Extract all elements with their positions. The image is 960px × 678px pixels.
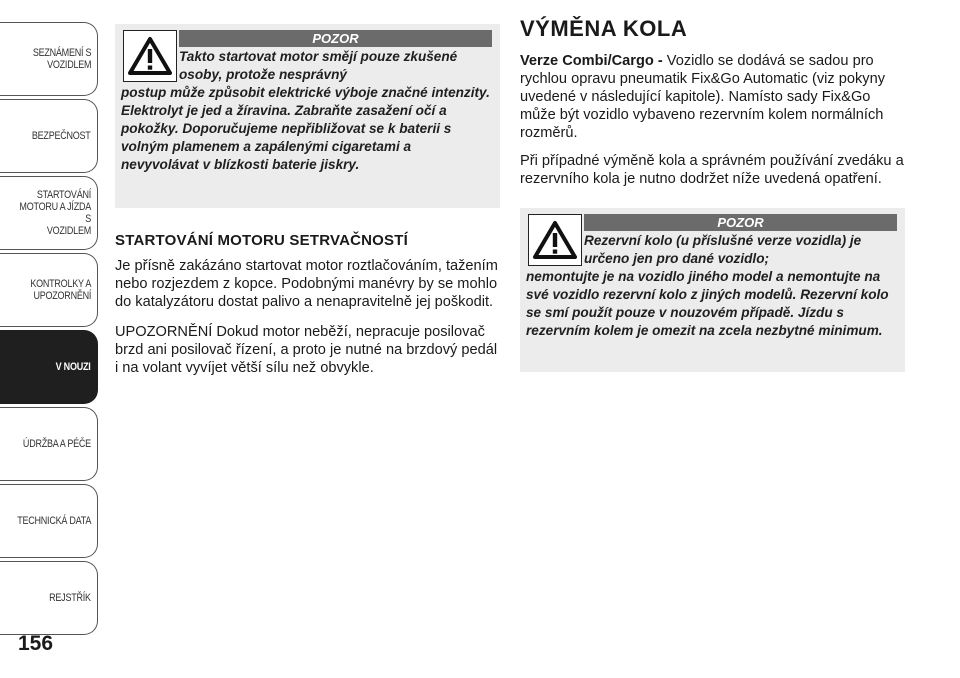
paragraph [520, 52, 905, 142]
paragraph: Při případné výměně kola a správném používání zvedáku a rezervního kola je nutno dodržet níže uvedená opatření. [520, 153, 904, 187]
tab-label: KONTROLKY A UPOZORNĚNÍ [30, 278, 91, 302]
right-column [520, 16, 905, 372]
left-column [115, 24, 500, 377]
tab-label: TECHNICKÁ DATA [17, 515, 91, 527]
warning-heading: POZOR [179, 30, 492, 47]
paragraph-text: Vozidlo se dodává se sadou pro rychlou opravu pneumatik Fix&Go Automatic (viz pokyny uvedené v následující kapitole). Namísto sady Fix&Go může být vozidlo vybaveno rezervním kolem normálních rozměrů. [520, 53, 886, 141]
warning-box [520, 208, 905, 372]
page-title: VÝMĚNA KOLA [520, 16, 688, 41]
paragraph-lead: Verze Combi/Cargo - [520, 53, 667, 69]
warning-box [115, 24, 500, 208]
page-number: 156 [18, 632, 54, 655]
tab-technicka-data[interactable] [0, 484, 98, 558]
warning-text-rest: postup může způsobit elektrické výboje značné intenzity. Elektrolyt je jed a žíravina. Zabraňte zasažení očí a pokožky. Doporučujeme nepřibližovat se k baterii s volným plamenem a zapálenými cigaretami a nevyvolávat v blízkosti baterie jiskry. [121, 85, 490, 172]
warning-text-rest: nemontujte je na vozidlo jiného model a nemontujte na své vozidlo rezervní kolo z jiných modelů. Rezervní kolo se smí použít pouze v nouzovém případě. Jízdu s rezervním kolem je omezit na zcela nezbytné minimum. [526, 269, 889, 338]
tab-label: SEZNÁMENÍ S VOZIDLEM [32, 47, 91, 71]
warning-text-first: Takto startovat motor smějí pouze zkušené osoby, protože nesprávný [179, 49, 458, 82]
tab-label: BEZPEČNOST [32, 130, 91, 142]
tab-bezpecnost[interactable] [0, 99, 98, 173]
section-title: STARTOVÁNÍ MOTORU SETRVAČNOSTÍ [115, 232, 408, 249]
tab-label: STARTOVÁNÍ MOTORU A JÍZDA S VOZIDLEM [19, 189, 91, 237]
tab-v-nouzi[interactable] [0, 330, 98, 404]
paragraph: Je přísně zakázáno startovat motor roztlačováním, tažením nebo rozjezdem z kopce. Podobnými manévry by se mohlo do katalyzátoru dostat palivo a nenapravitelně jej poškodit. [115, 258, 498, 310]
tab-label: REJSTŘÍK [49, 592, 91, 604]
paragraph: UPOZORNĚNÍ Dokud motor neběží, nepracuje posilovač brzd ani posilovač řízení, a proto je nutné na brzdový pedál i na volant vyvíjet větší sílu než obvykle. [115, 324, 498, 376]
tab-seznameni-s-vozidlem[interactable] [0, 22, 98, 96]
tab-udrzba-a-pece[interactable] [0, 407, 98, 481]
tab-startovani-motoru[interactable] [0, 176, 98, 250]
warning-triangle-icon [123, 30, 177, 82]
tab-label: ÚDRŽBA A PÉČE [23, 438, 91, 450]
warning-heading: POZOR [584, 214, 897, 231]
tab-rejstrik[interactable] [0, 561, 98, 635]
tab-label: V NOUZI [56, 361, 91, 373]
warning-triangle-icon [528, 214, 582, 266]
tab-kontrolky-a-upozorneni[interactable] [0, 253, 98, 327]
warning-text-first: Rezervní kolo (u příslušné verze vozidla) je určeno jen pro dané vozidlo; [584, 233, 862, 266]
